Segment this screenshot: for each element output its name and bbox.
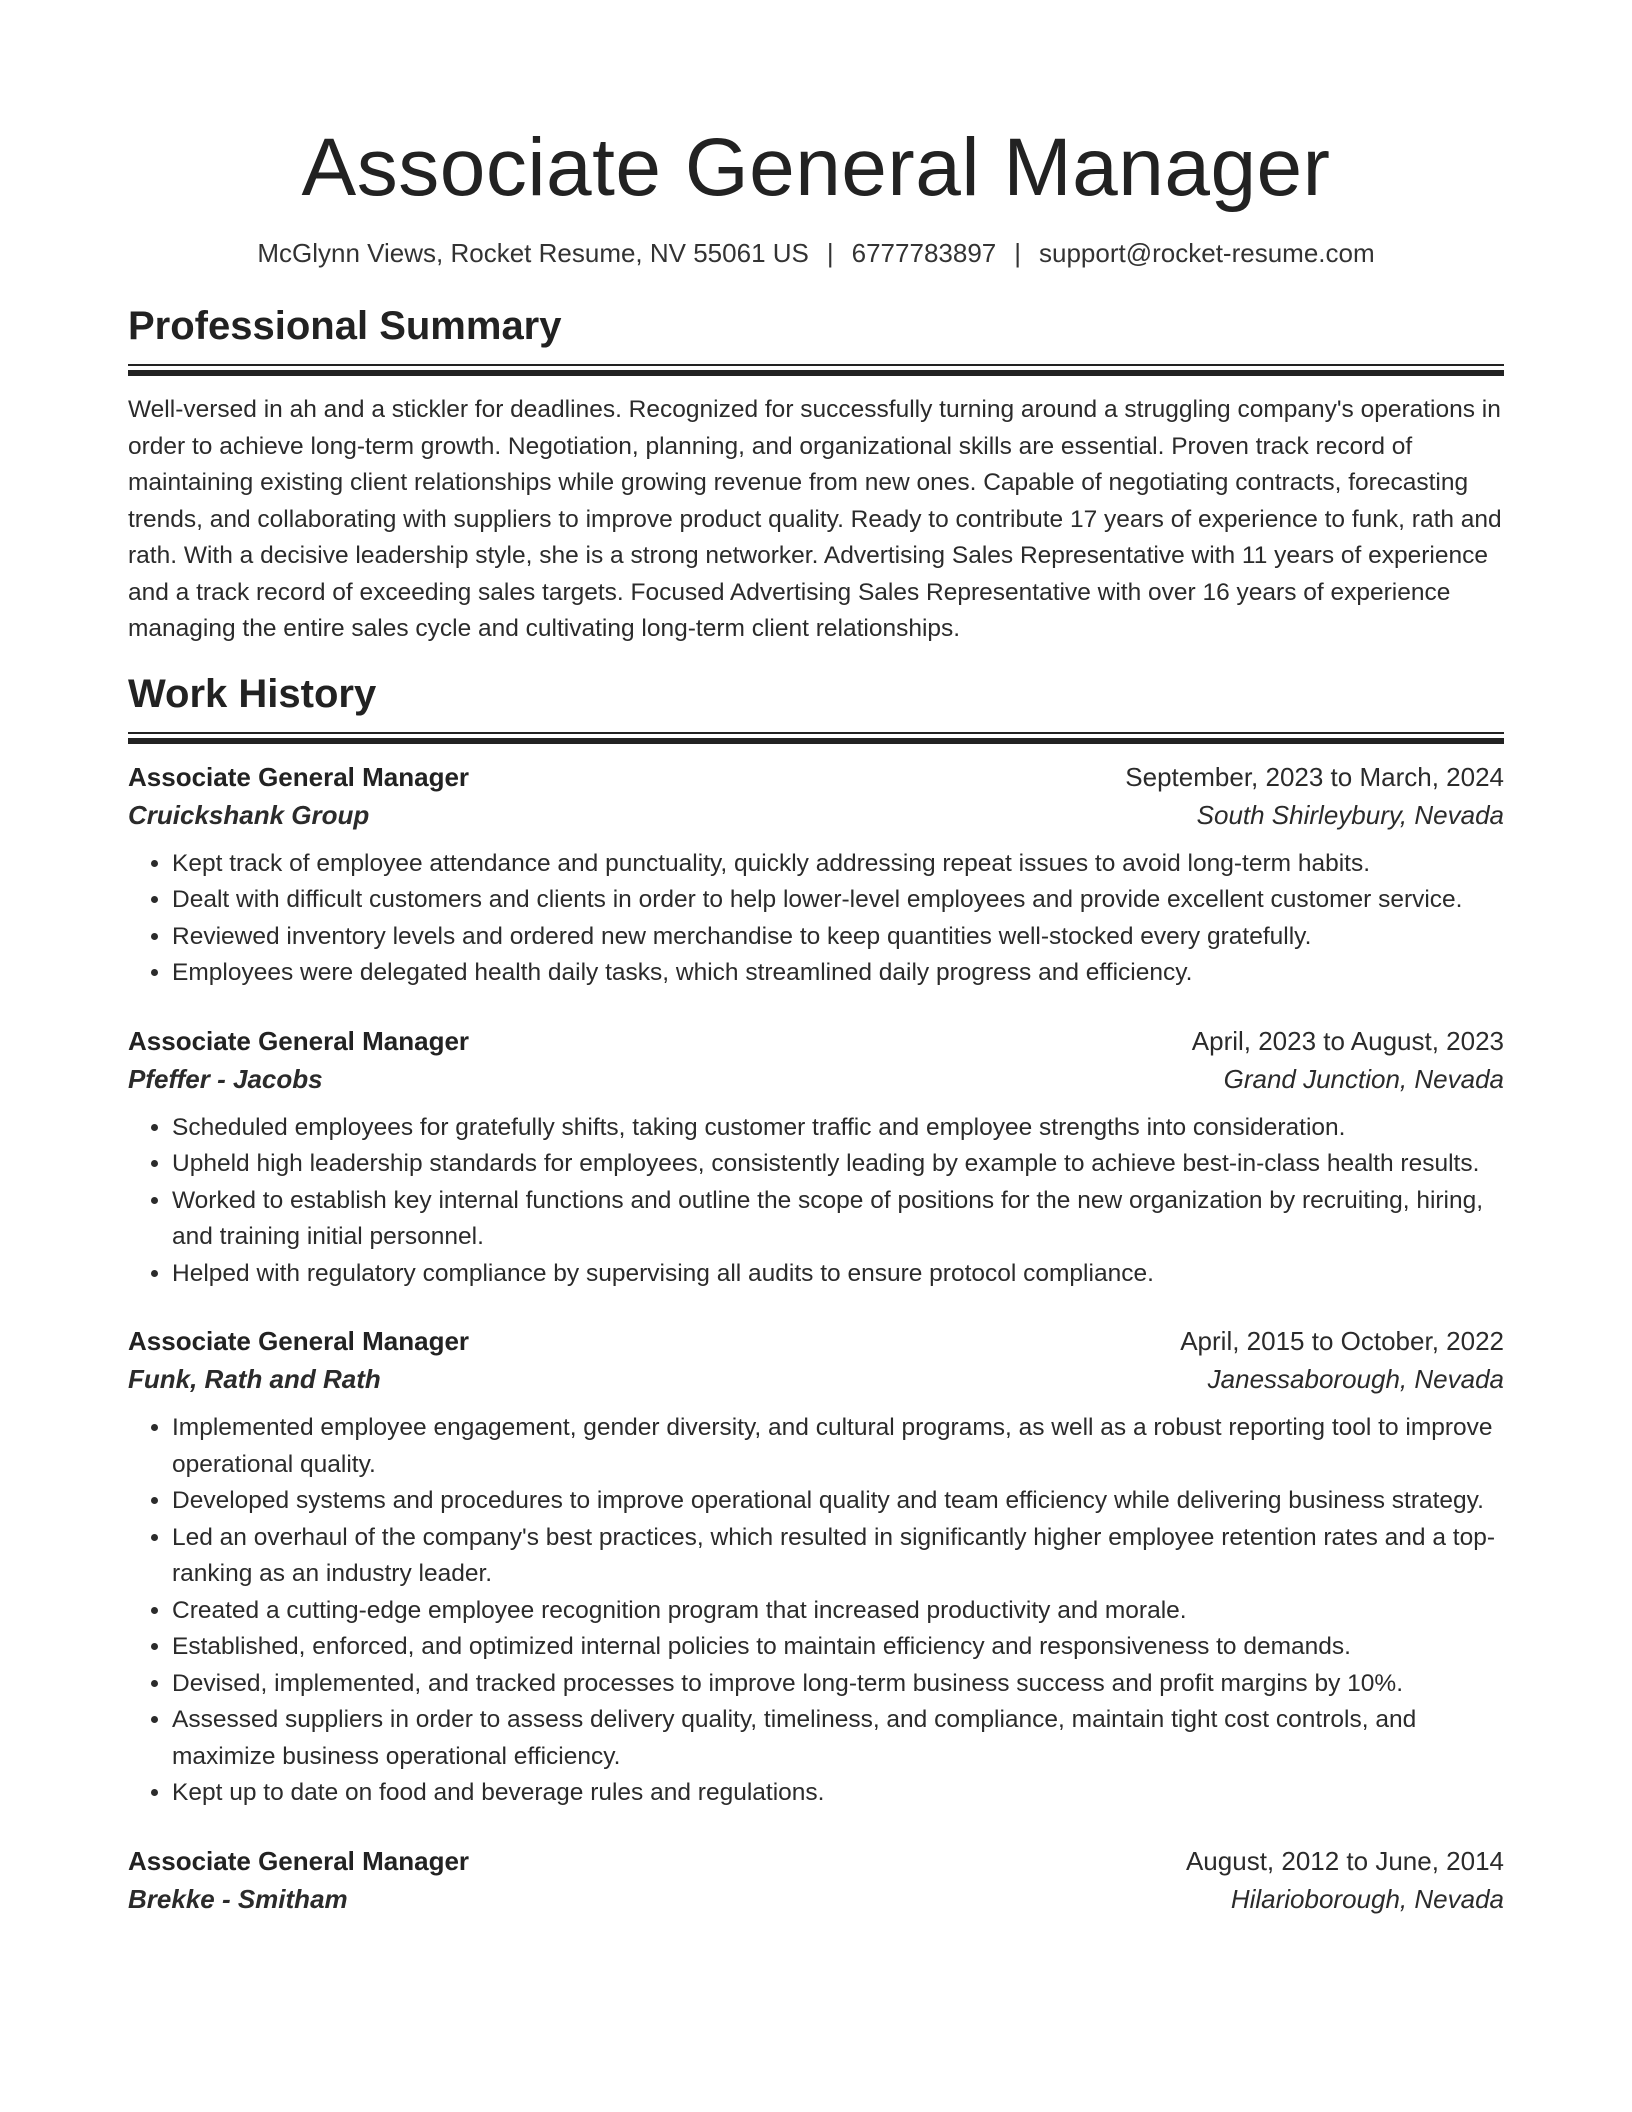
job-bullets [128,846,1504,992]
job-location: Janessaborough, Nevada [1207,1364,1504,1394]
job-dates: April, 2015 to October, 2022 [1180,1326,1504,1356]
job-bullet: • Reviewed inventory levels and ordered new merchandise to keep quantities well-stocked every gratefully. [172,919,1504,956]
job-entry [128,1322,1504,1812]
resume-page [128,0,1504,1918]
job-company-row [128,1060,1504,1098]
job-title: Associate General Manager [128,761,470,792]
job-entry [128,1842,1504,1918]
job-bullet: • Worked to establish key internal functions and outline the scope of positions for the new organization by recruiting, hiring, and training initial personnel. [172,1183,1504,1256]
job-bullet: • Led an overhaul of the company's best practices, which resulted in significantly higher employee retention rates and a top-ranking as an industry leader. [172,1520,1504,1593]
job-bullet: • Helped with regulatory compliance by supervising all audits to ensure protocol compliance. [172,1256,1504,1293]
job-company-row [128,796,1504,834]
job-list [128,758,1504,1918]
job-location: Grand Junction, Nevada [1223,1063,1504,1094]
contact-separator: | [1014,238,1022,268]
job-title: Associate General Manager [128,1326,470,1356]
job-bullet: • Upheld high leadership standards for employees, consistently leading by example to achieve best-in-class health results. [172,1146,1504,1183]
job-bullet: • Employees were delegated health daily tasks, which streamlined daily progress and efficiency. [172,955,1504,992]
job-company: Brekke - Smitham [128,1883,348,1914]
summary-text: Well-versed in ah and a stickler for deadlines. Recognized for successfully turning around a struggling company's operations in order to achieve long-term growth. Negotiation, planning, and organizational skills are essential. Proven track record of maintaining existing client relationships while growing revenue from new ones. Capable of negotiating contracts, forecasting trends, and collaborating with suppliers to improve product quality. Ready to contribute 17 years of experience to funk, rath and rath. With a decisive leadership style, she is a strong networker. Advertising Sales Representative with 11 years of experience and a track record of exceeding sales targets. Focused Advertising Sales Representative with over 16 years of experience managing the entire sales cycle and cultivating long-term client relationships. [128,396,1502,642]
job-header-row [128,758,1504,796]
job-bullet: • Implemented employee engagement, gender diversity, and cultural programs, as well as a robust reporting tool to improve operational quality. [172,1410,1504,1483]
job-bullets [128,1410,1504,1812]
job-dates: August, 2012 to June, 2014 [1185,1845,1504,1876]
job-header-row [128,1022,1504,1060]
job-entry [128,1022,1504,1293]
job-bullet: • Scheduled employees for gratefully shifts, taking customer traffic and employee strengths into consideration. [172,1110,1504,1147]
job-entry [128,758,1504,992]
section-title-summary: Professional Summary [128,304,562,348]
job-bullet: • Established, enforced, and optimized internal policies to maintain efficiency and responsiveness to demands. [172,1629,1504,1666]
job-bullet: • Devised, implemented, and tracked processes to improve long-term business success and profit margins by 10%. [172,1666,1504,1703]
job-dates: April, 2023 to August, 2023 [1191,1025,1504,1056]
work-history-section [128,670,1504,1918]
job-company-row [128,1360,1504,1398]
contact-address: McGlynn Views, Rocket Resume, NV 55061 US [257,238,809,268]
job-bullet: • Kept up to date on food and beverage rules and regulations. [172,1775,1504,1812]
contact-separator: | [826,238,834,268]
section-divider [128,364,1504,376]
job-bullet: • Dealt with difficult customers and clients in order to help lower-level employees and provide excellent customer service. [172,882,1504,919]
job-company-row [128,1880,1504,1918]
job-company: Cruickshank Group [128,799,370,830]
job-company: Pfeffer - Jacobs [128,1063,323,1094]
job-bullet: • Assessed suppliers in order to assess delivery quality, timeliness, and compliance, maintain tight cost controls, and maximize business operational efficiency. [172,1702,1504,1775]
section-title-work-history: Work History [128,671,377,716]
job-header-row [128,1322,1504,1360]
job-bullets [128,1110,1504,1293]
section-divider [128,732,1504,744]
job-dates: September, 2023 to March, 2024 [1125,761,1504,792]
contact-phone: 6777783897 [851,238,997,268]
job-bullet: • Created a cutting-edge employee recognition program that increased productivity and morale. [172,1593,1504,1630]
job-location: South Shirleybury, Nevada [1196,799,1504,830]
contact-line [128,236,1504,270]
job-bullet: • Developed systems and procedures to improve operational quality and team efficiency while delivering business strategy. [172,1483,1504,1520]
contact-email: support@rocket-resume.com [1039,238,1375,268]
job-title: Associate General Manager [128,1845,470,1876]
summary-section [128,302,1504,648]
resume-name: Associate General Manager [301,122,1331,213]
job-company: Funk, Rath and Rath [128,1364,381,1394]
job-location: Hilarioborough, Nevada [1230,1883,1504,1914]
job-header-row [128,1842,1504,1880]
job-title: Associate General Manager [128,1025,470,1056]
job-bullet: • Kept track of employee attendance and punctuality, quickly addressing repeat issues to avoid long-term habits. [172,846,1504,883]
